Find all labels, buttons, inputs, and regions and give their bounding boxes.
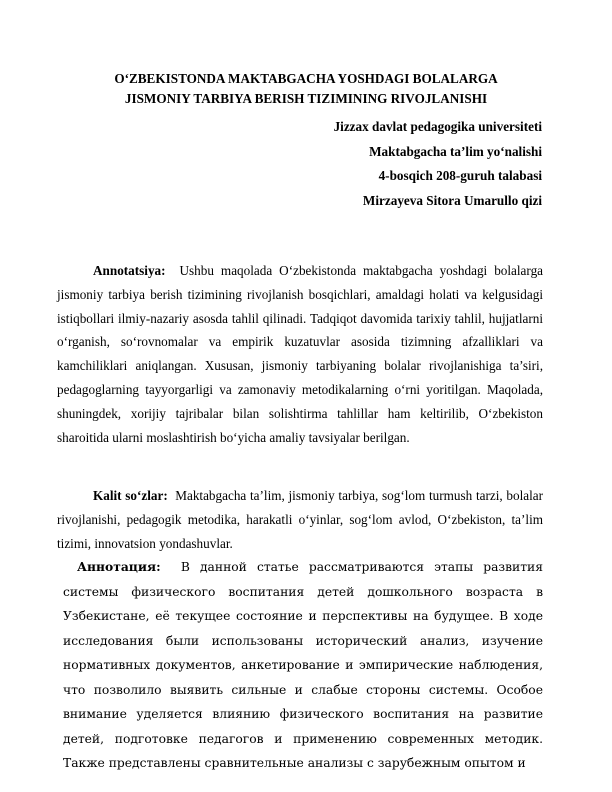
annotation-ru — [63, 555, 543, 776]
article-title — [40, 69, 572, 109]
annotation-uz — [57, 259, 543, 449]
annotation-ru-label: Аннотация: — [77, 559, 161, 574]
author-university: Jizzax davlat pedagogika universiteti — [333, 119, 542, 134]
title-line-2: JISMONIY TARBIYA BERISH TIZIMINING RIVOJLANISHI — [124, 91, 488, 106]
keywords-uz-label: Kalit so‘zlar: — [93, 488, 168, 503]
title-line-1: O‘ZBEKISTONDA MAKTABGACHA YOSHDAGI BOLALARGA — [114, 71, 498, 86]
annotation-uz-label: Annotatsiya: — [93, 263, 166, 278]
keywords-uz-text: Maktabgacha ta’lim, jismoniy tarbiya, sog‘lom turmush tarzi, bolalar rivojlanishi, pedagogik metodika, harakatli o‘yinlar, sog‘lom avlod, O‘zbekiston, ta’lim tizimi, innovatsion yondashuvlar. — [57, 488, 544, 551]
author-block — [122, 115, 542, 213]
author-group: 4-bosqich 208-guruh talabasi — [378, 168, 542, 183]
author-name: Mirzayeva Sitora Umarullo qizi — [362, 192, 542, 208]
author-department: Maktabgacha ta’lim yo‘nalishi — [369, 143, 542, 159]
annotation-uz-text: Ushbu maqolada O‘zbekistonda maktabgacha yoshdagi bolalarga jismoniy tarbiya berish tizimining rivojlanish bosqichlari, amaldagi holati va kelgusidagi istiqbollari ilmiy-nazariy asosda tahlil qilinadi. Tadqiqot davomida tarixiy tahlil, hujjatlarni o‘rganish, so‘rovnomalar va empirik kuzatuvlar asosida tizimning afzalliklari va kamchiliklari aniqlangan. Xususan, jismoniy tarbiyaning bolalar rivojlanishiga ta’siri, pedagoglarning tayyorgarligi va zamonaviy metodikalarning o‘rni yoritilgan. Maqolada, shuningdek, xorijiy tajribalar bilan solishtirma tahlillar ham keltirilib, O‘zbekiston sharoitida ularni moslashtirish bo‘yicha amaliy tavsiyalar berilgan. — [57, 263, 544, 445]
keywords-uz — [57, 484, 543, 555]
annotation-ru-text: В данной статье рассматриваются этапы развития системы физического воспитания детей дошкольного возраста в Узбекистане, её текущее состояние и перспективы на будущее. В ходе исследования были использованы исторический анализ, изучение нормативных документов, анкетирование и эмпирические наблюдения, что позволило выявить сильные и слабые стороны системы. Особое внимание уделяется влиянию физического воспитания на развитие детей, подготовке педагогов и применению современных методик. Также представлены сравнительные анализы с зарубежным опытом и — [63, 560, 543, 770]
